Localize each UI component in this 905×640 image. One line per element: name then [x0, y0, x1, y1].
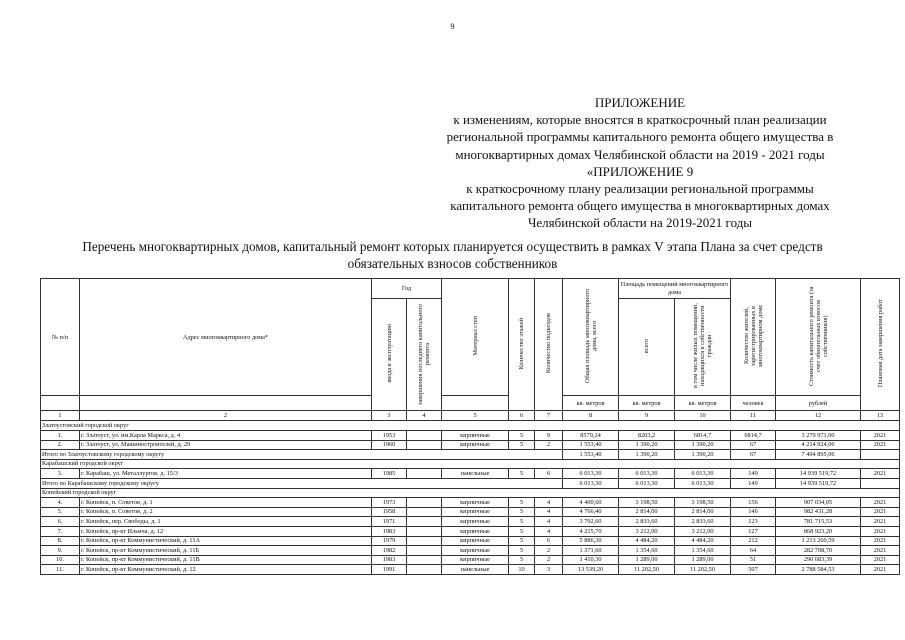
column-number: 12	[776, 411, 861, 421]
unit-total-area: кв. метров	[563, 396, 619, 411]
cell-year: 1973	[372, 498, 407, 508]
cell-cost: 282 708,70	[776, 546, 861, 556]
header-wall-unit	[442, 396, 509, 411]
cell-year: 1982	[372, 546, 407, 556]
cell-floors: 5	[509, 498, 535, 508]
unit-premises-private: кв. метров	[675, 396, 731, 411]
cell-entrances: 9	[535, 431, 563, 441]
group-row	[41, 459, 900, 469]
cell-residents: 64	[731, 546, 776, 556]
cell-premises-total: 11 202,50	[619, 565, 675, 575]
header-entrances: Количество подъездов	[535, 279, 563, 411]
cell-address: г. Златоуст, ул. Машиностроителей, д. 29	[80, 440, 372, 450]
cell-year: 1991	[372, 565, 407, 575]
cell-cost: 907 034,05	[776, 498, 861, 508]
total-label: Итого по Златоустовскому городскому округу	[41, 450, 563, 460]
cell-cost: 868 923,20	[776, 526, 861, 536]
cell-material: панельные	[442, 565, 509, 575]
total-label: Итого по Карабашскому городскому округу	[41, 478, 563, 488]
column-number: 2	[80, 411, 372, 421]
cell-last-repair	[407, 507, 442, 517]
cell-last-repair	[407, 431, 442, 441]
table-row	[41, 546, 900, 556]
cell-material: кирпичные	[442, 546, 509, 556]
table-row	[41, 526, 900, 536]
cell-entrances: 2	[535, 546, 563, 556]
page-number: 9	[450, 22, 455, 31]
cell-residents: 6814,7	[731, 431, 776, 441]
header-planned-date: Плановая дата завершения работ	[861, 279, 900, 411]
group-label: Карабашский городской округ	[41, 459, 900, 469]
cell-premises-private: 4 484,20	[675, 536, 731, 546]
houses-table	[40, 278, 900, 575]
cell-address: г. Копейск, пр-кт Ильича, д. 12	[80, 526, 372, 536]
cell-date: 2021	[861, 555, 900, 565]
cell-premises-total: 8203,2	[619, 431, 675, 441]
list-title-line: Перечень многоквартирных домов, капитальный ремонт которых планируется осуществить в рамках V этапа Плана за счет средств	[82, 239, 823, 254]
cell-address: г. Копейск, пр-кт Коммунистический, д. 11В	[80, 555, 372, 565]
appendix-line: капитального ремонта общего имущества в многоквартирных домах	[450, 198, 830, 214]
cell-year: 1983	[372, 555, 407, 565]
cell-cost: 781 715,53	[776, 517, 861, 527]
cell-num: 11.	[41, 565, 80, 575]
cell-num: 6.	[41, 517, 80, 527]
cell-address: г. Карабаш, ул. Металлургов, д. 15/3	[80, 469, 372, 479]
cell-address: г. Копейск, пр-кт Коммунистический, д. 11Б	[80, 546, 372, 556]
cell-premises-total: 2 814,00	[619, 507, 675, 517]
cell-floors: 5	[509, 555, 535, 565]
cell-residents: 67	[731, 440, 776, 450]
cell-entrances: 6	[535, 469, 563, 479]
cell-floors: 5	[509, 431, 535, 441]
cell-premises-private: 6 013,30	[675, 478, 731, 488]
cell-residents: 146	[731, 507, 776, 517]
cell-premises-total: 1 289,00	[619, 555, 675, 565]
header-wall-material: Материал стен	[442, 279, 509, 396]
cell-cost: 14 939 519,72	[776, 469, 861, 479]
cell-date: 2021	[861, 498, 900, 508]
cell-premises-total: 2 833,60	[619, 517, 675, 527]
header-premises-private: в том числе жилых помещений, находящихся в собственности граждан	[675, 299, 731, 396]
appendix-line: ПРИЛОЖЕНИЕ	[594, 95, 686, 110]
header-floors: Количество этажей	[509, 279, 535, 411]
column-number: 5	[442, 411, 509, 421]
column-number: 13	[861, 411, 900, 421]
cell-cost: 3 279 971,00	[776, 431, 861, 441]
cell-residents: 212	[731, 536, 776, 546]
cell-premises-private: 1 289,00	[675, 555, 731, 565]
cell-premises-private: 6814,7	[675, 431, 731, 441]
cell-last-repair	[407, 565, 442, 575]
cell-date: 2021	[861, 507, 900, 517]
cell-premises-total: 3 212,00	[619, 526, 675, 536]
total-row	[41, 450, 900, 460]
cell-address: г. Копейск, п. Советов, д. 1	[80, 498, 372, 508]
cell-material: кирпичные	[442, 498, 509, 508]
cell-floors: 10	[509, 565, 535, 575]
cell-floors: 5	[509, 469, 535, 479]
unit-cost: рублей	[776, 396, 861, 411]
cell-floors: 5	[509, 546, 535, 556]
cell-address: г. Копейск, пр-кт Коммунистический, д. 11А	[80, 536, 372, 546]
cell-total-area: 13 539,20	[563, 565, 619, 575]
group-label: Копейский городской округ	[41, 488, 900, 498]
cell-residents: 67	[731, 450, 776, 460]
cell-year: 1971	[372, 517, 407, 527]
appendix-heading	[410, 94, 870, 232]
cell-total-area: 4 766,40	[563, 507, 619, 517]
cell-premises-private: 1 390,20	[675, 440, 731, 450]
cell-residents: 156	[731, 498, 776, 508]
cell-entrances: 6	[535, 536, 563, 546]
cell-premises-private: 3 212,00	[675, 526, 731, 536]
cell-year: 1979	[372, 536, 407, 546]
cell-cost: 1 213 260,59	[776, 536, 861, 546]
cell-premises-private: 6 013,30	[675, 469, 731, 479]
appendix-line: региональной программы капитального ремонта общего имущества в	[446, 129, 834, 145]
cell-last-repair	[407, 546, 442, 556]
cell-material: кирпичные	[442, 431, 509, 441]
cell-total-area: 3 792,60	[563, 517, 619, 527]
cell-entrances: 4	[535, 498, 563, 508]
cell-material: кирпичные	[442, 517, 509, 527]
cell-year: 1960	[372, 440, 407, 450]
cell-num: 5.	[41, 507, 80, 517]
cell-floors: 5	[509, 440, 535, 450]
appendix-line: многоквартирных домах Челябинской области на 2019 - 2021 годы	[455, 146, 825, 162]
cell-premises-private: 2 833,60	[675, 517, 731, 527]
group-label: Златоустовский городской округ	[41, 421, 900, 431]
cell-residents: 51	[731, 555, 776, 565]
cell-premises-total: 6 013,30	[619, 469, 675, 479]
cell-floors: 5	[509, 517, 535, 527]
cell-address: г. Копейск, п. Советов, д. 2	[80, 507, 372, 517]
cell-year: 1983	[372, 526, 407, 536]
table-row	[41, 440, 900, 450]
cell-last-repair	[407, 536, 442, 546]
column-number: 1	[41, 411, 80, 421]
cell-total-area: 1 553,40	[563, 440, 619, 450]
table-row	[41, 498, 900, 508]
unit-residents: человек	[731, 396, 776, 411]
cell-total-area: 4 215,70	[563, 526, 619, 536]
cell-floors: 5	[509, 536, 535, 546]
cell-floors: 5	[509, 526, 535, 536]
cell-cost: 982 431,28	[776, 507, 861, 517]
cell-last-repair	[407, 440, 442, 450]
cell-date: 2021	[861, 469, 900, 479]
header-premises-total: всего	[619, 299, 675, 396]
cell-entrances: 2	[535, 440, 563, 450]
column-number: 11	[731, 411, 776, 421]
cell-last-repair	[407, 526, 442, 536]
cell-residents: 149	[731, 469, 776, 479]
cell-total-area: 1 553,40	[563, 450, 619, 460]
cell-num: 2.	[41, 440, 80, 450]
cell-total-area: 6 013,30	[563, 469, 619, 479]
header-num-unit	[41, 396, 80, 411]
cell-num: 8.	[41, 536, 80, 546]
cell-total-area: 5 886,30	[563, 536, 619, 546]
cell-material: кирпичные	[442, 555, 509, 565]
group-row	[41, 421, 900, 431]
cell-last-repair	[407, 555, 442, 565]
cell-date: 2021	[861, 536, 900, 546]
cell-date: 2021	[861, 546, 900, 556]
cell-num: 7.	[41, 526, 80, 536]
cell-material: кирпичные	[442, 526, 509, 536]
cell-entrances: 4	[535, 526, 563, 536]
cell-total-area: 4 400,60	[563, 498, 619, 508]
cell-date: 2021	[861, 440, 900, 450]
cell-residents: 123	[731, 517, 776, 527]
header-year: Год	[372, 279, 442, 299]
cell-address: г. Копейск, пр-кт Коммунистический, д. 12	[80, 565, 372, 575]
header-premises-area: Площадь помещений многоквартирного дома	[619, 279, 731, 299]
cell-address: г. Копейск, пер. Свободы, д. 1	[80, 517, 372, 527]
header-year-last-repair: завершения последнего капитального ремонта	[407, 299, 442, 411]
cell-total-area: 1 371,60	[563, 546, 619, 556]
cell-entrances: 4	[535, 517, 563, 527]
column-number: 10	[675, 411, 731, 421]
appendix-line: к краткосрочному плану реализации региональной программы	[466, 181, 814, 197]
column-number: 4	[407, 411, 442, 421]
column-number: 9	[619, 411, 675, 421]
cell-cost: 14 939 519,72	[776, 478, 861, 488]
cell-cost: 2 788 584,53	[776, 565, 861, 575]
cell-premises-private: 1 390,20	[675, 450, 731, 460]
cell-material: кирпичные	[442, 536, 509, 546]
cell-date: 2021	[861, 526, 900, 536]
table-row	[41, 507, 900, 517]
cell-date	[861, 450, 900, 460]
cell-premises-total: 3 198,50	[619, 498, 675, 508]
header-address: Адрес многоквартирного дома*	[80, 279, 372, 396]
cell-premises-private: 3 198,50	[675, 498, 731, 508]
cell-year: 1958	[372, 507, 407, 517]
cell-cost: 290 683,39	[776, 555, 861, 565]
cell-last-repair	[407, 517, 442, 527]
table-row	[41, 469, 900, 479]
cell-date: 2021	[861, 431, 900, 441]
column-numbers-row	[41, 411, 900, 421]
cell-material: панельные	[442, 469, 509, 479]
cell-date: 2021	[861, 517, 900, 527]
column-number: 3	[372, 411, 407, 421]
cell-num: 3.	[41, 469, 80, 479]
cell-residents: 507	[731, 565, 776, 575]
cell-floors: 5	[509, 507, 535, 517]
column-number: 8	[563, 411, 619, 421]
cell-premises-private: 1 354,60	[675, 546, 731, 556]
header-address-unit	[80, 396, 372, 411]
cell-date	[861, 478, 900, 488]
cell-total-area: 1 410,30	[563, 555, 619, 565]
header-year-commission: ввода в эксплуатацию	[372, 299, 407, 411]
appendix-line: «ПРИЛОЖЕНИЕ 9	[586, 163, 694, 179]
header-cost: Стоимость капитального ремонта (за счет обязательных взносов собственников)	[776, 279, 861, 396]
cell-total-area: 6 013,30	[563, 478, 619, 488]
cell-premises-total: 1 354,60	[619, 546, 675, 556]
list-title-line: обязательных взносов собственников	[347, 255, 558, 271]
cell-premises-total: 6 013,30	[619, 478, 675, 488]
unit-premises-total: кв. метров	[619, 396, 675, 411]
cell-premises-total: 1 390,20	[619, 440, 675, 450]
cell-premises-private: 2 814,00	[675, 507, 731, 517]
table-row	[41, 517, 900, 527]
cell-premises-total: 4 484,20	[619, 536, 675, 546]
table-row	[41, 555, 900, 565]
cell-entrances: 2	[535, 555, 563, 565]
header-residents: Количество жителей, зарегистрированных в многоквартирном доме	[731, 279, 776, 396]
table-row	[41, 431, 900, 441]
cell-material: кирпичные	[442, 507, 509, 517]
cell-entrances: 3	[535, 565, 563, 575]
cell-premises-private: 11 202,50	[675, 565, 731, 575]
appendix-line: Челябинской области на 2019-2021 годы	[527, 215, 753, 231]
cell-num: 10.	[41, 555, 80, 565]
cell-premises-total: 1 390,20	[619, 450, 675, 460]
cell-cost: 4 214 924,06	[776, 440, 861, 450]
cell-num: 4.	[41, 498, 80, 508]
cell-year: 1953	[372, 431, 407, 441]
cell-address: г. Златоуст, ул. им.Карла Маркса, д. 4	[80, 431, 372, 441]
cell-num: 1.	[41, 431, 80, 441]
cell-total-area: 8579,24	[563, 431, 619, 441]
column-number: 6	[509, 411, 535, 421]
list-title	[40, 239, 865, 272]
cell-last-repair	[407, 469, 442, 479]
cell-material: кирпичные	[442, 440, 509, 450]
total-row	[41, 478, 900, 488]
table-row	[41, 536, 900, 546]
cell-entrances: 4	[535, 507, 563, 517]
header-total-area: Общая площадь многоквартирного дома, всего	[563, 279, 619, 396]
cell-cost: 7 494 895,06	[776, 450, 861, 460]
group-row	[41, 488, 900, 498]
cell-date: 2021	[861, 565, 900, 575]
appendix-line: к изменениям, которые вносятся в краткосрочный план реализации	[453, 112, 827, 128]
header-num: № п/п	[41, 279, 80, 396]
cell-year: 1985	[372, 469, 407, 479]
cell-residents: 127	[731, 526, 776, 536]
cell-last-repair	[407, 498, 442, 508]
cell-num: 9.	[41, 546, 80, 556]
cell-residents: 149	[731, 478, 776, 488]
column-number: 7	[535, 411, 563, 421]
table-row	[41, 565, 900, 575]
